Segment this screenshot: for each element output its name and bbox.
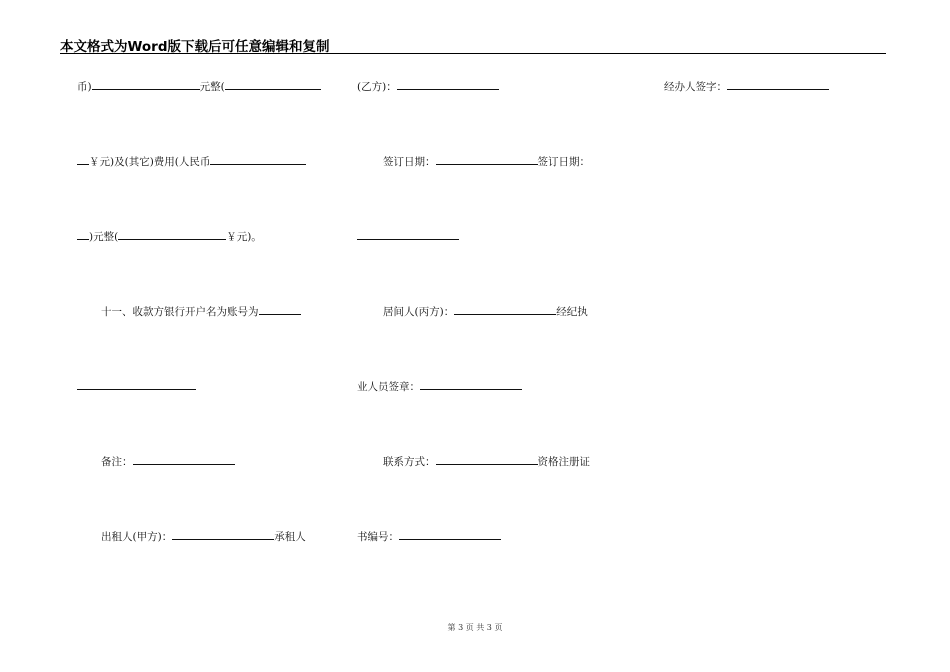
text-lessor: 出租人(甲方)： (101, 531, 173, 543)
blank-field (118, 229, 226, 240)
text-certificate-number: 书编号： (357, 531, 399, 543)
blank-field (225, 79, 321, 90)
blank-field (420, 379, 522, 390)
middle-line-4 (383, 304, 588, 319)
text-contact: 联系方式： (383, 456, 436, 468)
blank-field (357, 229, 459, 240)
blank-field (436, 454, 538, 465)
blank-field (210, 154, 306, 165)
text-broker: 经纪执 (556, 306, 588, 318)
text-sign-date: 签订日期： (383, 156, 436, 168)
text-qualification: 资格注册证 (537, 456, 590, 468)
text-practitioner-seal: 业人员签章： (357, 381, 420, 393)
blank-field (397, 79, 499, 90)
text-yuan-zheng-2: )元整( (89, 231, 119, 243)
page-footer: 第 3 页 共 3 页 (447, 623, 503, 632)
blank-field (399, 529, 501, 540)
left-line-1 (77, 79, 321, 94)
left-line-4 (101, 304, 301, 319)
text-bank-account: 十一、收款方银行开户名为账号为 (101, 306, 259, 318)
middle-line-2 (383, 154, 590, 169)
text-other-fees: ￥元)及(其它)费用(人民币 (89, 156, 211, 168)
blank-field (727, 79, 829, 90)
header-title: 本文格式为Word版下载后可任意编辑和复制 (60, 39, 330, 55)
left-line-2 (77, 154, 306, 169)
middle-line-7 (357, 529, 501, 544)
text-yuan-zheng: 元整( (199, 81, 225, 93)
blank-field (454, 304, 556, 315)
right-line-1 (664, 79, 829, 94)
left-line-6 (101, 454, 235, 469)
left-line-3 (77, 229, 262, 244)
text-currency-close: 币) (77, 81, 92, 93)
blank-field (172, 529, 274, 540)
left-line-5 (77, 379, 196, 394)
text-remarks: 备注： (101, 456, 133, 468)
text-lessee: 承租人 (274, 531, 306, 543)
text-sign-date-2: 签订日期： (537, 156, 590, 168)
middle-line-3 (357, 229, 459, 244)
middle-line-5 (357, 379, 522, 394)
blank-field (77, 154, 89, 165)
left-line-7 (101, 529, 306, 544)
blank-field (92, 79, 200, 90)
blank-field (77, 379, 196, 390)
blank-field (436, 154, 538, 165)
blank-field (77, 229, 89, 240)
middle-line-1 (357, 79, 499, 94)
text-handler-signature: 经办人签字： (664, 81, 727, 93)
text-yuan-end: ￥元)。 (226, 231, 262, 243)
middle-line-6 (383, 454, 590, 469)
text-intermediary: 居间人(丙方)： (383, 306, 455, 318)
text-party-b: (乙方)： (357, 81, 397, 93)
blank-field (259, 304, 301, 315)
header-rule (60, 53, 886, 54)
blank-field (133, 454, 235, 465)
